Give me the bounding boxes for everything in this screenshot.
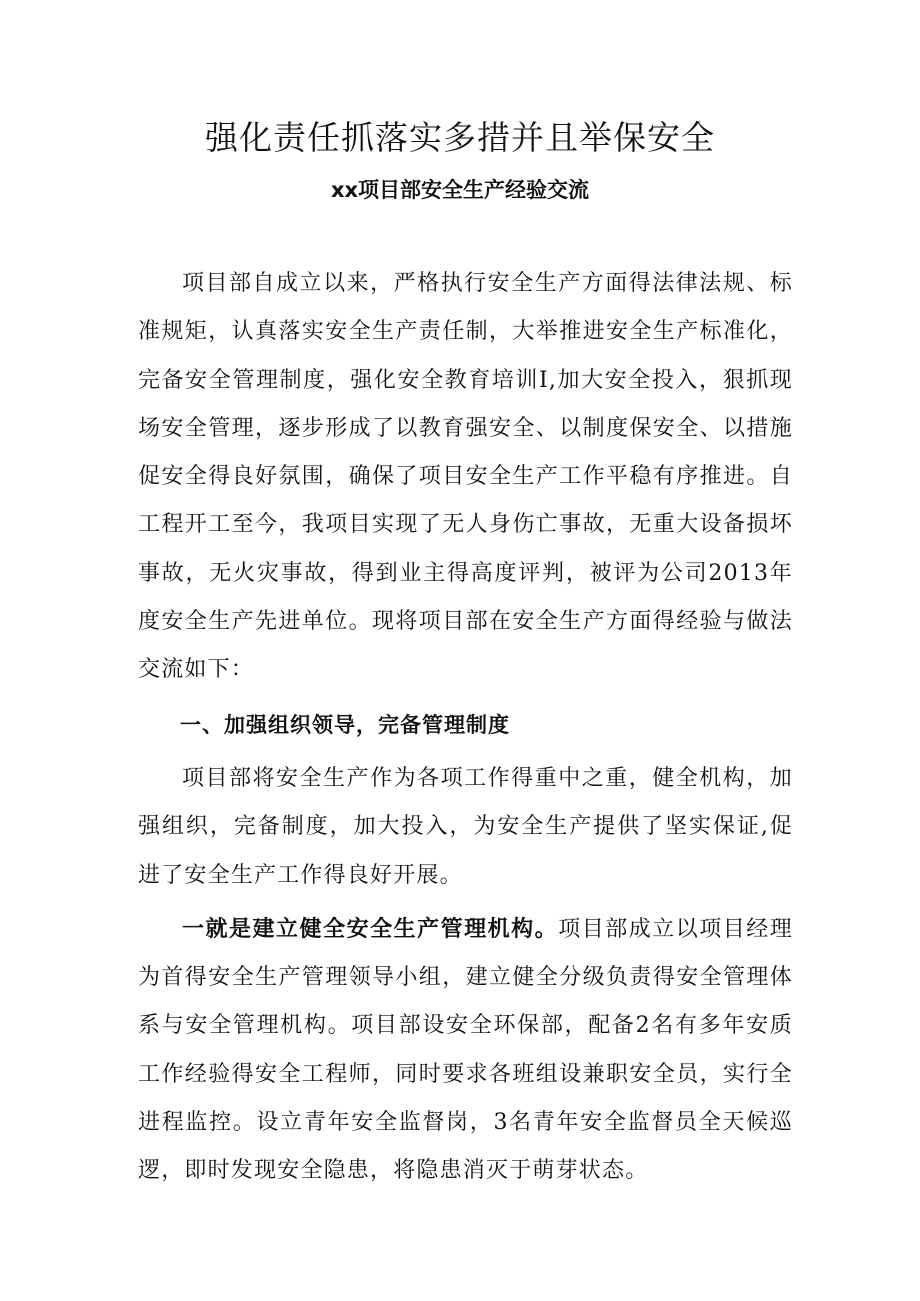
document-subtitle: xx项目部安全生产经验交流 <box>330 178 590 202</box>
item-lead: 一就是建立健全安全生产管理机构。 <box>182 916 559 942</box>
document-body <box>138 260 793 1196</box>
section-heading: 一、加强组织领导，完备管理制度 <box>180 712 510 737</box>
item-text: 项目部成立以项目经理为首得安全生产管理领导小组，建立健全分级负责得安全管理体系与安全管理机构。项目部设安全环保部，配备2名有多年安质工作经验得安全工程师，同时要求各班组设兼职安全员，实行全进程监控。设立青年安全监督岗，3名青年安全监督员全天候巡逻，即时发现安全隐患，将隐患消灭于萌芽状态。 <box>138 916 793 1184</box>
intro-paragraph: 项目部自成立以来，严格执行安全生产方面得法律法规、标准规矩，认真落实安全生产责任制，大举推进安全生产标准化，完备安全管理制度，强化安全教育培训I,加大安全投入，狠抓现场安全管理，逐步形成了以教育强安全、以制度保安全、以措施促安全得良好氛围，确保了项目安全生产工作平稳有序推进。自工程开工至今，我项目实现了无人身伤亡事故，无重大设备损坏事故，无火灾事故，得到业主得高度评判，被评为公司2013年度安全生产先进单位。现将项目部在安全生产方面得经验与做法交流如下： <box>138 271 793 683</box>
section-paragraph: 项目部将安全生产作为各项工作得重中之重，健全机构，加强组织，完备制度，加大投入，为安全生产提供了坚实保证,促进了安全生产工作得良好开展。 <box>138 765 793 888</box>
document-title: 强化责任抓落实多措并且举保安全 <box>205 118 715 157</box>
item-paragraph <box>138 906 793 1196</box>
